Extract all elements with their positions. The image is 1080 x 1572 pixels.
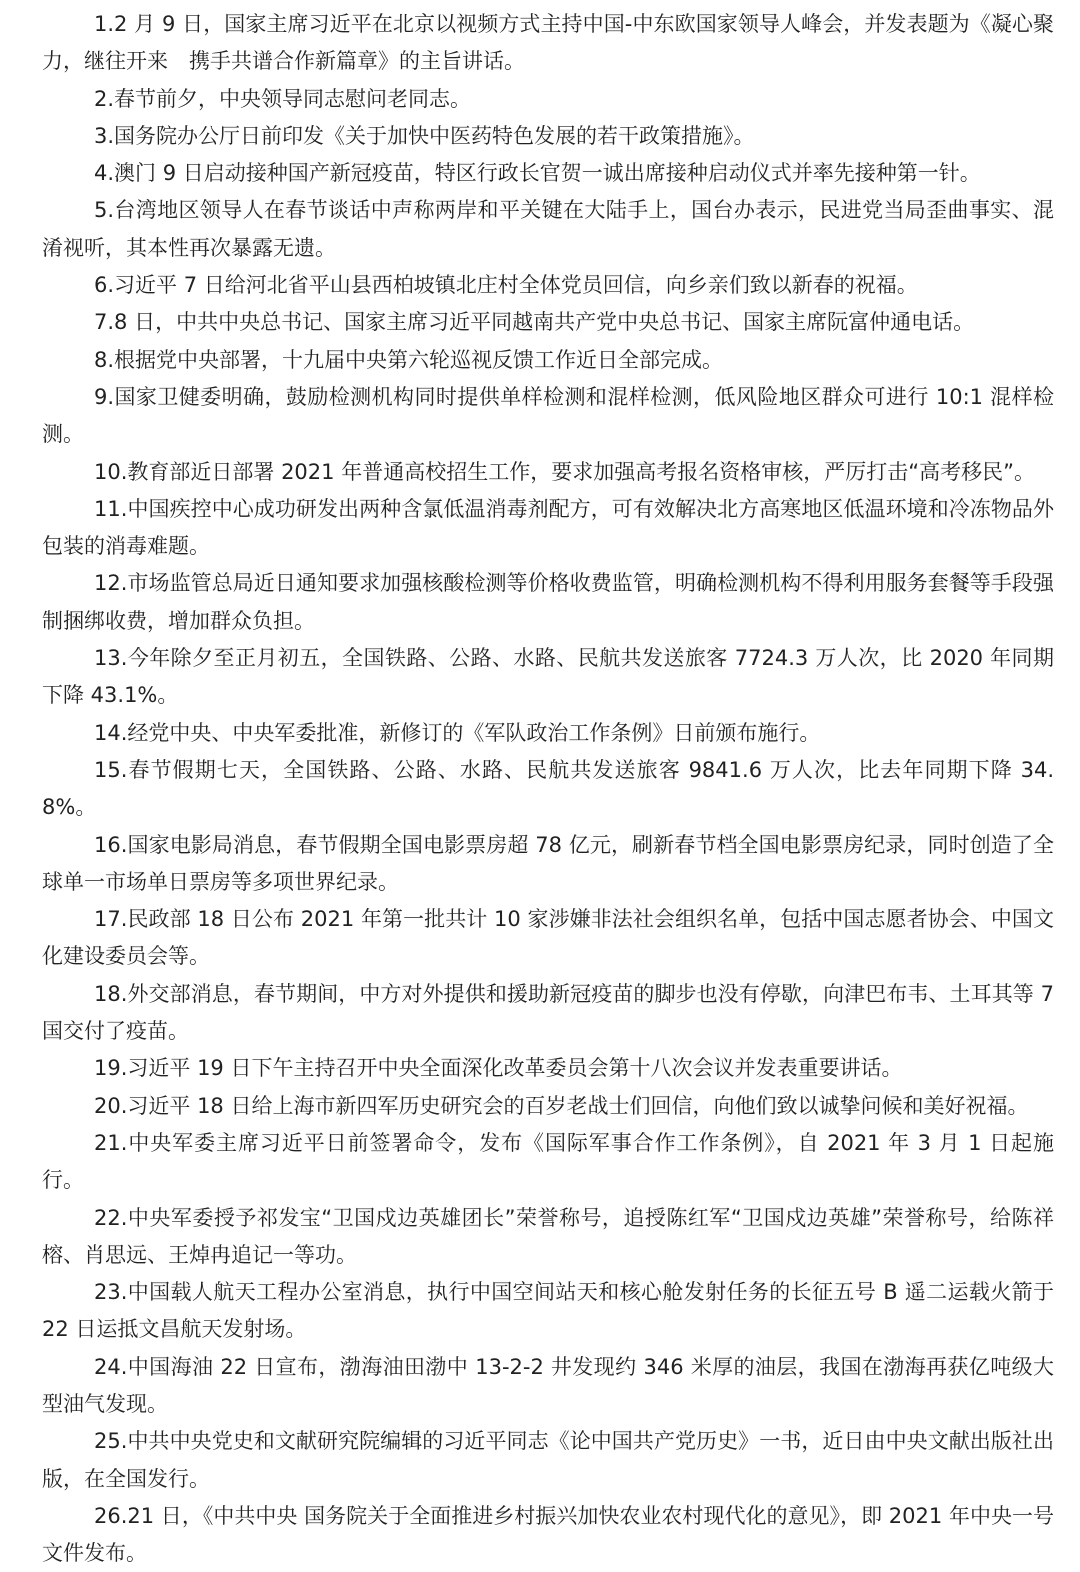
- news-item-4: 4.澳门 9 日启动接种国产新冠疫苗，特区行政长官贺一诚出席接种启动仪式并率先接种第一针。: [94, 161, 981, 186]
- news-item-23: 23.中国载人航天工程办公室消息，执行中国空间站天和核心舱发射任务的长征五号 B 遥二运载火箭于 22 日运抵文昌航天发射场。: [42, 1280, 1054, 1342]
- news-item-19: 19.习近平 19 日下午主持召开中央全面深化改革委员会第十八次会议并发表重要讲话。: [94, 1056, 903, 1081]
- news-item-12: 12.市场监管总局近日通知要求加强核酸检测等价格收费监管，明确检测机构不得利用服务套餐等手段强制捆绑收费，增加群众负担。: [42, 571, 1054, 633]
- news-item-2: 2.春节前夕，中央领导同志慰问老同志。: [94, 86, 472, 111]
- news-item-7: 7.8 日，中共中央总书记、国家主席习近平同越南共产党中央总书记、国家主席阮富仲通电话。: [94, 310, 975, 335]
- news-item-24: 24.中国海油 22 日宣布，渤海油田渤中 13-2-2 井发现约 346 米厚的油层，我国在渤海再获亿吨级大型油气发现。: [42, 1354, 1054, 1416]
- news-item-25: 25.中共中央党史和文献研究院编辑的习近平同志《论中国共产党历史》一书，近日由中央文献出版社出版，在全国发行。: [42, 1429, 1054, 1491]
- news-item-26: 26.21 日，《中共中央 国务院关于全面推进乡村振兴加快农业农村现代化的意见》，即 2021 年中央一号文件发布。: [42, 1503, 1054, 1566]
- news-item-1: 1.2 月 9 日，国家主席习近平在北京以视频方式主持中国-中东欧国家领导人峰会，并发表题为《凝心聚力，继往开来 携手共谱合作新篇章》的主旨讲话。: [42, 12, 1054, 74]
- news-item-22: 22.中央军委授予祁发宝“卫国戍边英雄团长”荣誉称号，追授陈红军“卫国戍边英雄”荣誉称号，给陈祥榕、肖思远、王焯冉追记一等功。: [42, 1205, 1054, 1267]
- news-item-3: 3.国务院办公厅日前印发《关于加快中医药特色发展的若干政策措施》。: [94, 123, 755, 148]
- news-item-8: 8.根据党中央部署，十九届中央第六轮巡视反馈工作近日全部完成。: [94, 347, 724, 372]
- news-item-11: 11.中国疾控中心成功研发出两种含氯低温消毒剂配方，可有效解决北方高寒地区低温环境和冷冻物品外包装的消毒难题。: [42, 496, 1054, 559]
- news-item-5: 5.台湾地区领导人在春节谈话中声称两岸和平关键在大陆手上，国台办表示，民进党当局歪曲事实、混淆视听，其本性再次暴露无遗。: [42, 198, 1054, 260]
- news-item-14: 14.经党中央、中央军委批准，新修订的《军队政治工作条例》日前颁布施行。: [94, 720, 821, 745]
- news-item-13: 13.今年除夕至正月初五，全国铁路、公路、水路、民航共发送旅客 7724.3 万人次，比 2020 年同期下降 43.1%。: [42, 646, 1054, 708]
- news-item-21: 21.中央军委主席习近平日前签署命令，发布《国际军事合作工作条例》，自 2021 年 3 月 1 日起施行。: [42, 1130, 1054, 1193]
- news-item-6: 6.习近平 7 日给河北省平山县西柏坡镇北庄村全体党员回信，向乡亲们致以新春的祝福。: [94, 273, 918, 298]
- news-item-18: 18.外交部消息，春节期间，中方对外提供和援助新冠疫苗的脚步也没有停歇，向津巴布韦、土耳其等 7 国交付了疫苗。: [42, 981, 1054, 1044]
- news-item-15: 15.春节假期七天，全国铁路、公路、水路、民航共发送旅客 9841.6 万人次，比去年同期下降 34.8%。: [42, 757, 1054, 820]
- news-item-10: 10.教育部近日部署 2021 年普通高校招生工作，要求加强高考报名资格审核，严厉打击“高考移民”。: [94, 459, 1035, 484]
- news-item-20: 20.习近平 18 日给上海市新四军历史研究会的百岁老战士们回信，向他们致以诚挚问候和美好祝福。: [94, 1093, 1029, 1118]
- news-item-17: 17.民政部 18 日公布 2021 年第一批共计 10 家涉嫌非法社会组织名单，包括中国志愿者协会、中国文化建设委员会等。: [42, 907, 1054, 969]
- news-item-16: 16.国家电影局消息，春节假期全国电影票房超 78 亿元，刷新春节档全国电影票房纪录，同时创造了全球单一市场单日票房等多项世界纪录。: [42, 832, 1054, 894]
- news-item-9: 9.国家卫健委明确，鼓励检测机构同时提供单样检测和混样检测，低风险地区群众可进行 10:1 混样检测。: [42, 384, 1054, 447]
